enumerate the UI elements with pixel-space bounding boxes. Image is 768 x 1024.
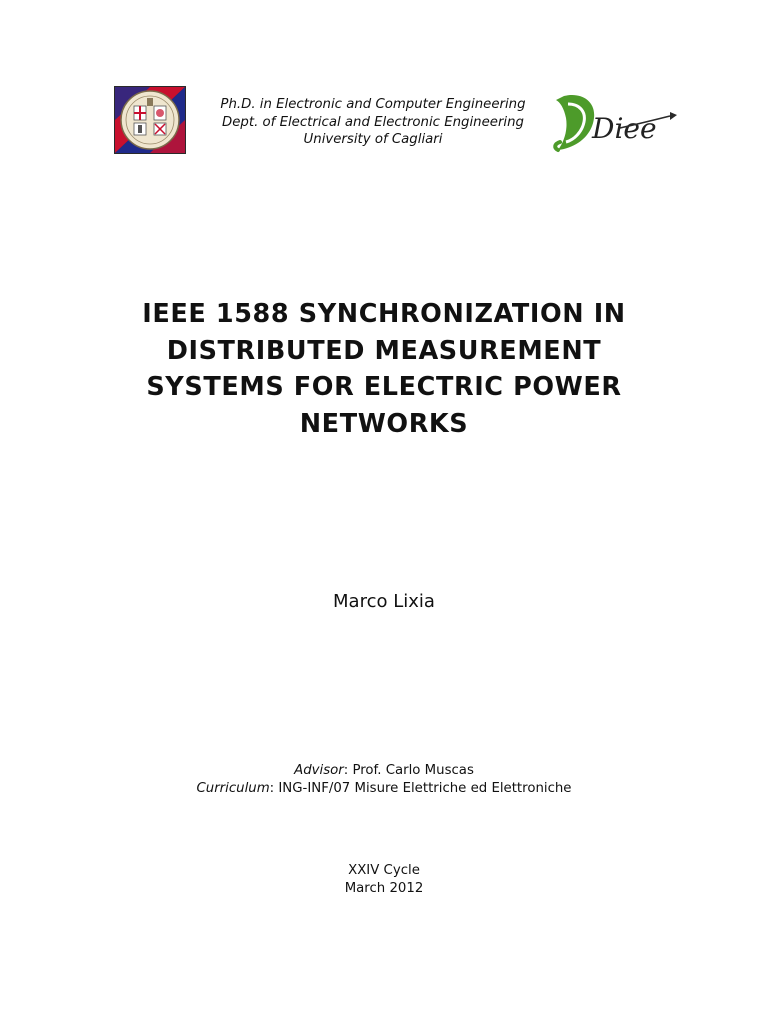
curriculum-value: : ING-INF/07 Misure Elettriche ed Elettroniche — [269, 780, 572, 796]
diee-logo-text: Diee — [592, 112, 657, 145]
institution-header — [190, 96, 556, 149]
diee-logo-icon — [550, 90, 678, 156]
title-line-4: NETWORKS — [299, 408, 469, 439]
curriculum-label: Curriculum — [196, 780, 270, 796]
author-name: Marco Lixia — [333, 591, 435, 612]
curriculum-line — [134, 780, 634, 798]
submission-date: March 2012 — [344, 880, 424, 896]
phd-cycle: XXIV Cycle — [348, 863, 420, 878]
advisor-line — [134, 762, 634, 780]
advisor-curriculum-block — [134, 762, 634, 797]
title-line-3: SYSTEMS FOR ELECTRIC POWER — [146, 372, 622, 402]
advisor-value: : Prof. Carlo Muscas — [343, 763, 474, 778]
university-seal-icon — [114, 86, 186, 154]
department-name: Dept. of Electrical and Electronic Engineering — [222, 114, 524, 130]
advisor-label: Advisor — [294, 763, 344, 778]
program-name: Ph.D. in Electronic and Computer Engineering — [220, 97, 526, 112]
title-line-2: DISTRIBUTED MEASUREMENT — [166, 335, 602, 366]
cycle-date-block — [234, 862, 534, 897]
thesis-title — [84, 296, 684, 442]
title-line-1: IEEE 1588 SYNCHRONIZATION IN — [142, 299, 626, 329]
university-name: University of Cagliari — [303, 132, 443, 147]
